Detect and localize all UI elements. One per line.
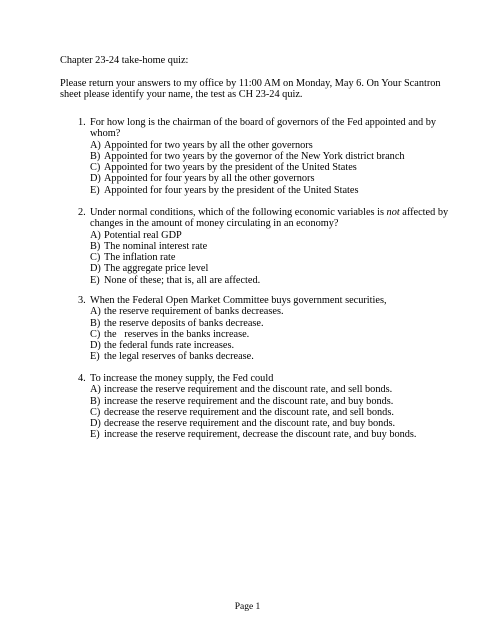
option-letter: D): [90, 263, 101, 275]
answer-option-e: [90, 351, 458, 362]
option-letter: B): [90, 240, 101, 252]
option-text: Appointed for two years by the president of the United States: [104, 162, 357, 174]
question-number: 1.: [78, 117, 86, 128]
option-letter: D): [90, 340, 101, 352]
answer-option-a: [90, 306, 458, 317]
option-letter: A): [90, 139, 101, 151]
instructions-line-2: sheet please identify your name, the test as CH 23-24 quiz.: [60, 89, 303, 101]
option-text: the reserve requirement of banks decreases.: [104, 306, 284, 318]
answer-option-d: [90, 418, 458, 429]
instructions: [60, 78, 440, 101]
answer-option-c: [90, 407, 458, 418]
option-letter: B): [90, 150, 101, 162]
answer-option-b: [90, 151, 458, 162]
question-text-line-1: When the Federal Open Market Committee buys government securities,: [90, 295, 387, 306]
question-number: 2.: [78, 207, 86, 218]
option-text: Appointed for two years by all the other governors: [104, 139, 313, 151]
question-1: [78, 117, 458, 196]
answer-option-d: [90, 263, 458, 274]
answer-option-e: [90, 429, 458, 440]
answer-option-a: [90, 140, 458, 151]
instructions-line-1: Please return your answers to my office by 11:00 AM on Monday, May 6. On Your Scantron: [60, 78, 441, 89]
option-letter: C): [90, 252, 101, 264]
answer-option-e: [90, 275, 458, 286]
answer-option-b: [90, 396, 458, 407]
question-text-line-1: To increase the money supply, the Fed could: [90, 373, 274, 384]
option-letter: C): [90, 406, 101, 418]
answer-option-a: [90, 384, 458, 395]
option-text: Appointed for four years by the president of the United States: [104, 184, 359, 196]
option-text: the reserves in the banks increase.: [104, 328, 250, 340]
answer-option-d: [90, 173, 458, 184]
question-number: 3.: [78, 295, 86, 306]
question-4: [78, 373, 458, 441]
page-number: Page 1: [234, 602, 261, 612]
option-letter: E): [90, 274, 100, 286]
option-text: increase the reserve requirement, decrease the discount rate, and buy bonds.: [104, 429, 417, 441]
option-text: increase the reserve requirement and the discount rate, and sell bonds.: [104, 384, 393, 396]
question-text-line-1: For how long is the chairman of the board of governors of the Fed appointed and by: [90, 117, 437, 128]
answer-option-a: [90, 230, 458, 241]
option-letter: A): [90, 229, 101, 241]
question-text-line-1: [90, 207, 458, 218]
question-3: [78, 295, 458, 363]
option-letter: D): [90, 173, 101, 185]
option-letter: E): [90, 351, 100, 363]
answer-option-e: [90, 185, 458, 196]
question-text-line-2: changes in the amount of money circulating in an economy?: [90, 218, 339, 230]
option-letter: E): [90, 184, 100, 196]
option-letter: E): [90, 429, 100, 441]
option-text: increase the reserve requirement and the discount rate, and buy bonds.: [104, 395, 394, 407]
option-text: the federal funds rate increases.: [104, 340, 235, 352]
answer-option-c: [90, 252, 458, 263]
option-letter: B): [90, 317, 101, 329]
answer-option-c: [90, 329, 458, 340]
option-text: The aggregate price level: [104, 263, 209, 275]
option-letter: B): [90, 395, 101, 407]
option-letter: A): [90, 384, 101, 396]
option-text: decrease the reserve requirement and the discount rate, and sell bonds.: [104, 406, 394, 418]
answer-option-b: [90, 318, 458, 329]
option-letter: D): [90, 418, 101, 430]
answer-option-b: [90, 241, 458, 252]
question-text-segment: affected by: [399, 207, 449, 218]
option-text: The nominal interest rate: [104, 240, 208, 252]
answer-option-c: [90, 162, 458, 173]
option-text: The inflation rate: [104, 252, 176, 264]
option-text: the reserve deposits of banks decrease.: [104, 317, 264, 329]
option-text: Appointed for four years by all the other governors: [104, 173, 315, 185]
option-letter: A): [90, 306, 101, 318]
option-text: Potential real GDP: [104, 229, 182, 241]
option-text: Appointed for two years by the governor of the New York district branch: [104, 150, 405, 162]
emphasized-word: not: [386, 207, 400, 218]
option-text: the legal reserves of banks decrease.: [104, 351, 254, 363]
option-text: decrease the reserve requirement and the discount rate, and buy bonds.: [104, 418, 396, 430]
question-text-segment: Under normal conditions, which of the following economic variables is: [90, 207, 387, 218]
option-letter: C): [90, 162, 101, 174]
question-2: [78, 207, 458, 286]
option-text: None of these; that is, all are affected.: [104, 274, 261, 286]
option-letter: C): [90, 328, 101, 340]
answer-option-d: [90, 340, 458, 351]
question-text-line-2: whom?: [90, 128, 121, 140]
quiz-title: Chapter 23-24 take-home quiz:: [60, 55, 189, 66]
question-number: 4.: [78, 373, 86, 384]
